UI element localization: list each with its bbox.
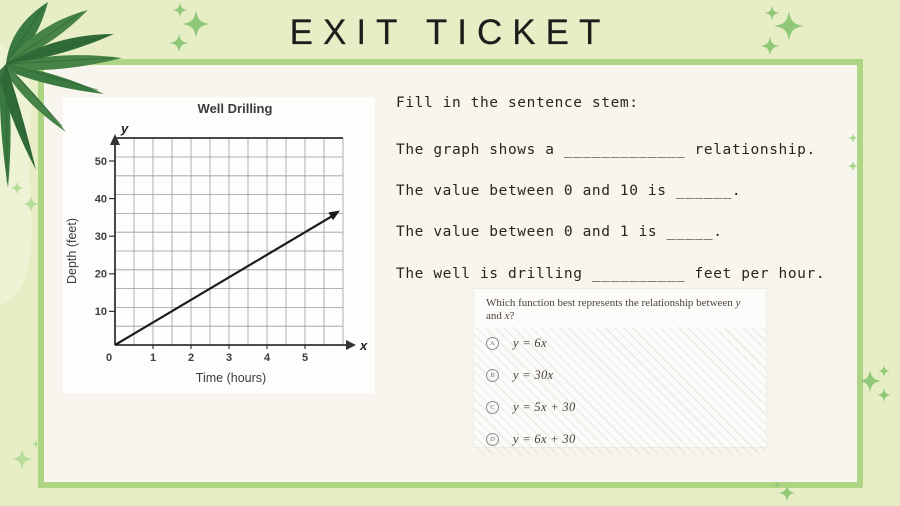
stem-heading: Fill in the sentence stem: bbox=[396, 95, 639, 111]
stem-line-value-0-10: The value between 0 and 10 is ______. bbox=[396, 183, 742, 200]
svg-text:0: 0 bbox=[105, 352, 113, 364]
multiple-choice-question bbox=[473, 288, 767, 448]
option-d-circle-icon: D bbox=[486, 433, 499, 446]
stem-line-feet-per-hour: The well is drilling __________ feet per hour. bbox=[396, 265, 826, 282]
sentence-stem-block bbox=[396, 89, 866, 295]
x-axis-label: Time (hours) bbox=[195, 371, 267, 385]
answer-options bbox=[474, 327, 766, 455]
svg-text:10: 10 bbox=[94, 306, 107, 318]
question-text: Which function best represents the relationship between y and x? bbox=[486, 297, 741, 322]
option-d-row bbox=[474, 423, 766, 455]
option-b-row bbox=[474, 359, 766, 391]
pale-leaf-decoration bbox=[0, 44, 32, 304]
svg-text:20: 20 bbox=[94, 268, 107, 281]
svg-text:5: 5 bbox=[301, 352, 309, 364]
sparkle-icon bbox=[878, 365, 890, 377]
sparkle-icon bbox=[877, 388, 891, 402]
option-c-row bbox=[474, 391, 766, 423]
x-tick-labels bbox=[106, 352, 308, 364]
data-line-arrow-icon bbox=[328, 211, 340, 221]
option-b-formula: y = 30x bbox=[513, 367, 554, 382]
svg-text:30: 30 bbox=[94, 231, 107, 243]
svg-text:40: 40 bbox=[94, 193, 107, 206]
svg-text:4: 4 bbox=[263, 352, 271, 364]
option-c-circle-icon: C bbox=[486, 401, 499, 414]
sparkle-icon bbox=[23, 196, 40, 213]
option-c-formula: y = 5x + 30 bbox=[513, 399, 576, 414]
page-title: EXIT TICKET bbox=[289, 13, 611, 52]
option-a-circle-icon: A bbox=[486, 337, 499, 350]
svg-text:50: 50 bbox=[94, 156, 107, 168]
stem-line-value-0-1: The value between 0 and 1 is _____. bbox=[396, 224, 723, 241]
svg-text:2: 2 bbox=[187, 352, 195, 364]
y-axis-letter: y bbox=[121, 121, 129, 136]
grid-vertical-lines bbox=[115, 138, 343, 345]
sparkle-icon bbox=[12, 449, 33, 470]
y-axis-label: Depth (feet) bbox=[65, 217, 79, 285]
tick-marks bbox=[109, 161, 305, 349]
svg-text:3: 3 bbox=[225, 352, 233, 364]
chart-title: Well Drilling bbox=[197, 101, 273, 116]
svg-text:1: 1 bbox=[149, 352, 157, 364]
data-line bbox=[115, 214, 335, 345]
y-tick-labels bbox=[95, 156, 107, 318]
well-drilling-graph bbox=[63, 97, 375, 393]
well-drilling-chart bbox=[63, 97, 375, 393]
x-axis-letter: x bbox=[360, 338, 368, 353]
option-a-formula: y = 6x bbox=[513, 335, 547, 350]
option-b-circle-icon: B bbox=[486, 369, 499, 382]
x-axis-arrow-icon bbox=[346, 340, 356, 350]
stem-line-relationship: The graph shows a _____________ relationship. bbox=[396, 142, 816, 158]
y-axis-arrow-icon bbox=[110, 134, 120, 145]
option-d-formula: y = 6x + 30 bbox=[513, 431, 576, 446]
sparkle-icons-light bbox=[11, 182, 41, 470]
sparkle-icon bbox=[11, 182, 24, 195]
option-a-row bbox=[474, 327, 766, 359]
